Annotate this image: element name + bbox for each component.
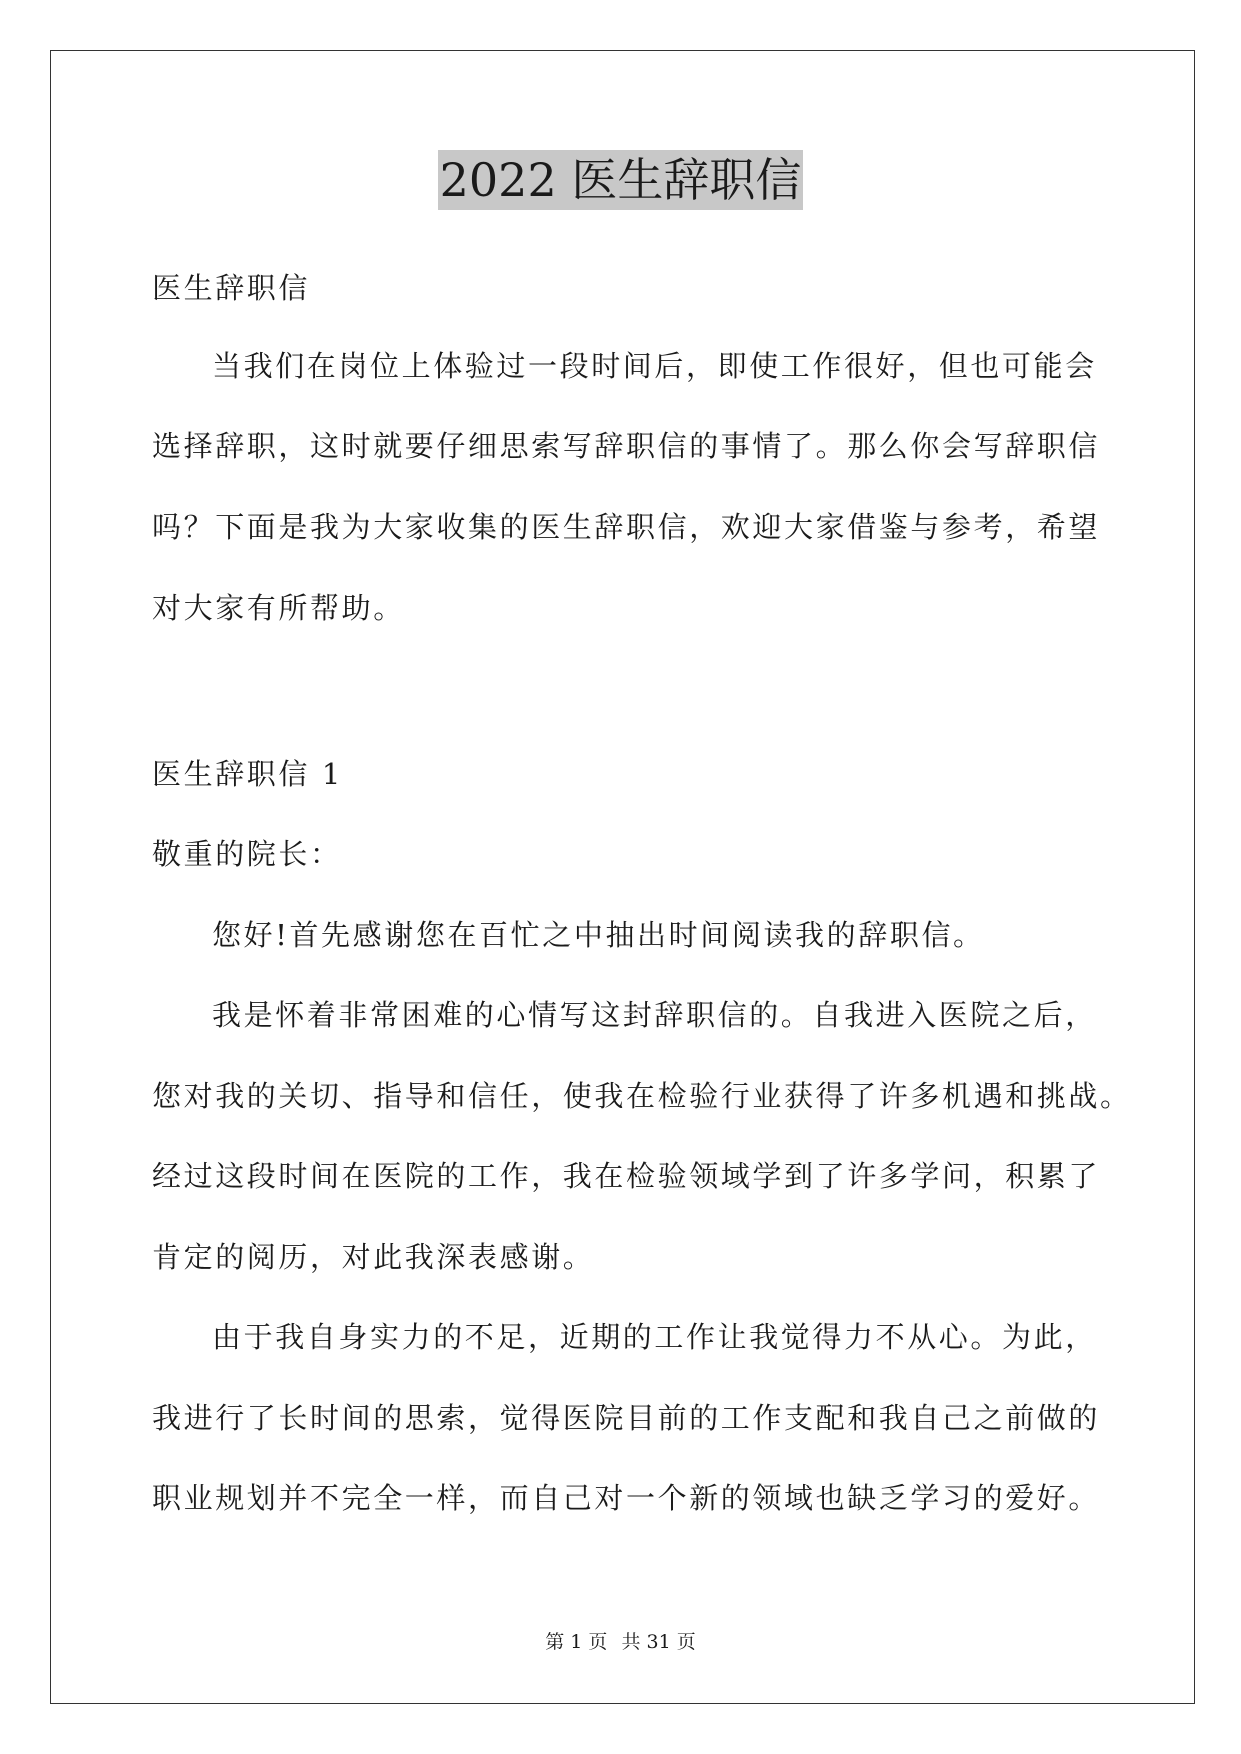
- para1-line-4: 肯定的阅历，对此我深表感谢。: [152, 1240, 595, 1274]
- section-heading: 医生辞职信: [152, 271, 311, 305]
- para1-line-1: 我是怀着非常困难的心情写这封辞职信的。自我进入医院之后，: [212, 998, 1097, 1032]
- intro-line-1: 当我们在岗位上体验过一段时间后，即使工作很好，但也可能会: [212, 349, 1097, 383]
- title-container: [0, 150, 1241, 210]
- intro-line-3: 吗？下面是我为大家收集的医生辞职信，欢迎大家借鉴与参考，希望: [152, 510, 1101, 544]
- para2-line-3: 职业规划并不完全一样，而自己对一个新的领域也缺乏学习的爱好。: [152, 1481, 1101, 1515]
- intro-line-4: 对大家有所帮助。: [152, 591, 405, 625]
- letter-salutation: 敬重的院长：: [152, 837, 342, 871]
- page-number: 第 1 页: [545, 1631, 608, 1653]
- para2-line-1: 由于我自身实力的不足，近期的工作让我觉得力不从心。为此，: [212, 1320, 1097, 1354]
- intro-line-2: 选择辞职，这时就要仔细思索写辞职信的事情了。那么你会写辞职信: [152, 429, 1101, 463]
- letter-greeting: 您好!首先感谢您在百忙之中抽出时间阅读我的辞职信。: [212, 918, 985, 952]
- para1-line-2: 您对我的关切、指导和信任，使我在检验行业获得了许多机遇和挑战。: [152, 1079, 1132, 1113]
- para2-line-2: 我进行了长时间的思索，觉得医院目前的工作支配和我自己之前做的: [152, 1401, 1101, 1435]
- page-footer: [0, 1630, 1241, 1654]
- letter-title: 医生辞职信 1: [152, 757, 343, 791]
- document-title: 2022 医生辞职信: [438, 150, 804, 210]
- page-total: 共 31 页: [621, 1631, 696, 1653]
- para1-line-3: 经过这段时间在医院的工作，我在检验领域学到了许多学问，积累了: [152, 1159, 1101, 1193]
